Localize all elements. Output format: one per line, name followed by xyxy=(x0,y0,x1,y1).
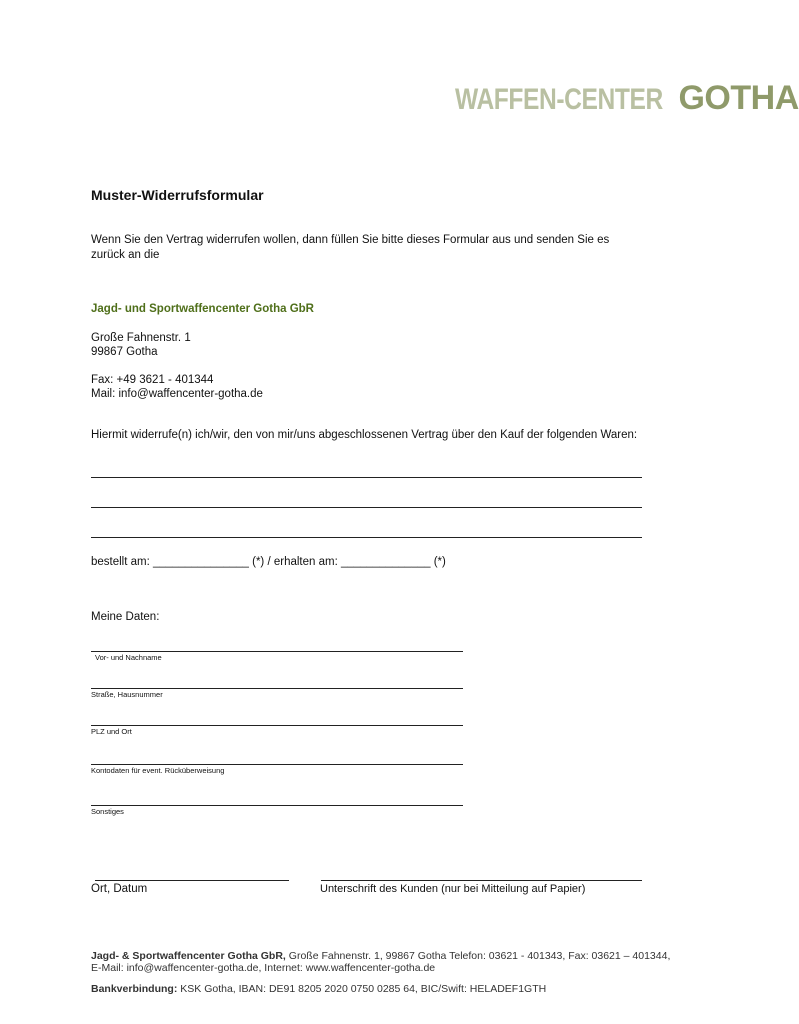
footer-contact: E-Mail: info@waffencenter-gotha.de, Internet: www.waffencenter-gotha.de xyxy=(91,962,436,974)
logo-word-waffen-center: WAFFEN-CENTER xyxy=(455,83,663,116)
page-title: Muster-Widerrufsformular xyxy=(91,187,264,203)
other-line[interactable] xyxy=(91,805,463,806)
footer-bank xyxy=(91,983,546,996)
contact-fax: Fax: +49 3621 - 401344 xyxy=(91,374,214,386)
place-date-label: Ort, Datum xyxy=(91,883,148,895)
footer-bank-details: KSK Gotha, IBAN: DE91 8205 2020 0750 0285 64, BIC/Swift: HELADEF1GTH xyxy=(177,983,547,995)
company-logo xyxy=(455,80,799,124)
street-label: Straße, Hausnummer xyxy=(91,690,163,699)
order-dates: bestellt am: _______________ (*) / erhalten am: ______________ (*) xyxy=(91,556,446,568)
zip-city-line[interactable] xyxy=(91,725,463,726)
name-line[interactable] xyxy=(91,651,463,652)
bank-details-label: Kontodaten für event. Rücküberweisung xyxy=(91,766,225,775)
goods-line-3[interactable] xyxy=(91,537,642,538)
intro-line-1: Wenn Sie den Vertrag widerrufen wollen, dann füllen Sie bitte dieses Formular aus und senden Sie es xyxy=(91,234,610,246)
logo-word-gotha: GOTHA xyxy=(678,79,799,117)
footer-company-name: Jagd- & Sportwaffencenter Gotha GbR, xyxy=(91,950,286,962)
place-date-line[interactable] xyxy=(95,880,289,881)
signature-label: Unterschrift des Kunden (nur bei Mitteilung auf Papier) xyxy=(320,883,586,895)
name-label: Vor- und Nachname xyxy=(95,653,162,662)
footer-bank-label: Bankverbindung: xyxy=(91,983,178,995)
footer-company-details: Große Fahnenstr. 1, 99867 Gotha Telefon: 03621 - 401343, Fax: 03621 – 401344, xyxy=(285,950,671,962)
company-name: Jagd- und Sportwaffencenter Gotha GbR xyxy=(91,303,314,315)
address-city: 99867 Gotha xyxy=(91,346,158,358)
withdrawal-statement: Hiermit widerrufe(n) ich/wir, den von mir/uns abgeschlossenen Vertrag über den Kauf der folgenden Waren: xyxy=(91,429,638,441)
zip-city-label: PLZ und Ort xyxy=(91,727,132,736)
address-street: Große Fahnenstr. 1 xyxy=(91,332,191,344)
street-line[interactable] xyxy=(91,688,463,689)
other-label: Sonstiges xyxy=(91,807,124,816)
bank-details-line[interactable] xyxy=(91,764,463,765)
signature-line[interactable] xyxy=(321,880,642,881)
intro-line-2: zurück an die xyxy=(91,249,160,261)
my-data-heading: Meine Daten: xyxy=(91,611,160,623)
goods-line-1[interactable] xyxy=(91,477,642,478)
footer-company xyxy=(91,950,670,963)
goods-line-2[interactable] xyxy=(91,507,642,508)
contact-mail: Mail: info@waffencenter-gotha.de xyxy=(91,388,263,400)
